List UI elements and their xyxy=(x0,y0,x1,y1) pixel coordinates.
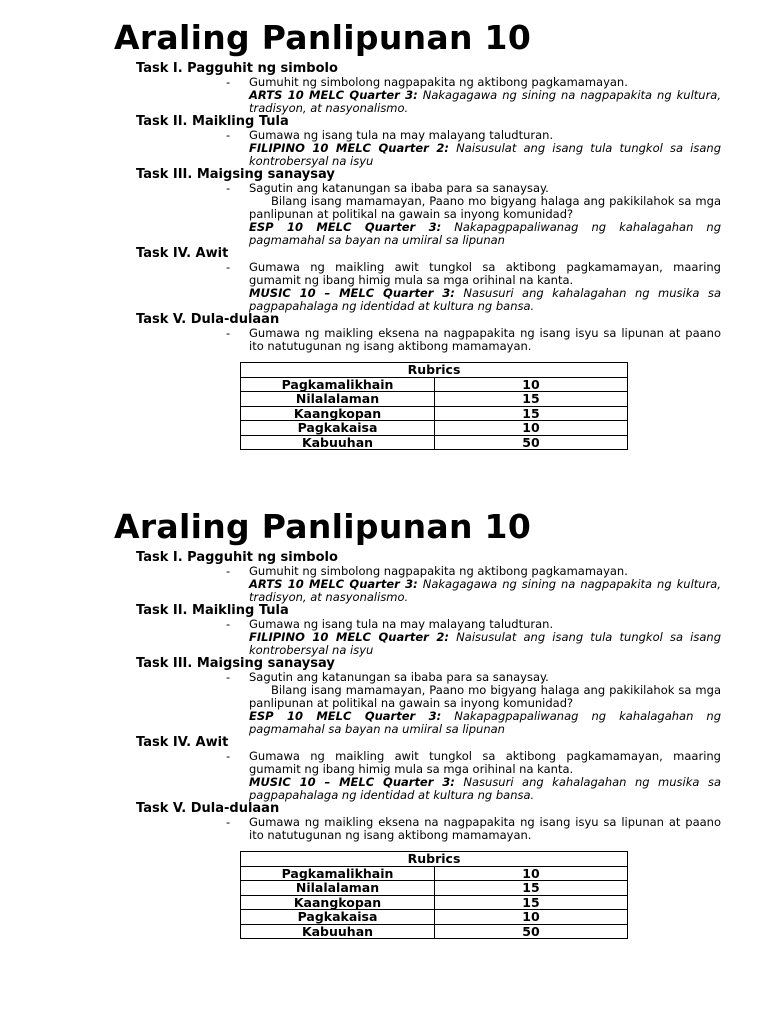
rubric-criterion: Nilalalaman xyxy=(241,392,435,407)
melc-line xyxy=(249,631,721,657)
task-item xyxy=(226,326,721,353)
table-row xyxy=(241,377,628,392)
rubric-criterion: Pagkamalikhain xyxy=(241,377,435,392)
melc-text: Nakapagpapaliwanag ng kahalagahan ng pagmamahal sa bayan na umiiral sa lipunan xyxy=(249,220,722,247)
melc-text: Nakagagawa ng sining na nagpapakita ng kultura, tradisyon, at nasyonalismo. xyxy=(249,577,721,604)
task-heading: Task II. Maikling Tula xyxy=(136,114,289,129)
melc-text: Nakagagawa ng sining na nagpapakita ng kultura, tradisyon, at nasyonalismo. xyxy=(249,88,721,115)
rubrics-header: Rubrics xyxy=(241,363,628,378)
rubric-points: 10 xyxy=(435,866,628,881)
task-instruction: Gumawa ng maikling awit tungkol sa aktibong pagkamamayan, maaring gumamit ng ibang himig mula sa mga orihinal na kanta. xyxy=(249,260,721,287)
task-item xyxy=(226,181,722,247)
task-2 xyxy=(0,604,768,657)
melc-label: ARTS 10 MELC Quarter 3: xyxy=(249,88,418,102)
table-row xyxy=(241,924,628,939)
task-instruction: Gumawa ng maikling eksena na nagpapakita ng isang isyu sa lipunan at paano ito natutugunan ng isang aktibong mamamayan. xyxy=(249,815,721,842)
task-4 xyxy=(0,736,768,802)
document-copy-1 xyxy=(0,18,768,450)
task-instruction: Gumawa ng isang tula na may malayang taludturan. xyxy=(249,617,554,631)
task-4 xyxy=(0,247,768,313)
melc-text: Naisusulat ang isang tula tungkol sa isang kontrobersyal na isyu xyxy=(249,630,722,657)
rubric-points: 10 xyxy=(435,421,628,436)
melc-line xyxy=(249,221,721,247)
melc-text: Naisusulat ang isang tula tungkol sa isang kontrobersyal na isyu xyxy=(249,141,722,168)
rubrics-header-row xyxy=(241,363,628,378)
melc-label: ARTS 10 MELC Quarter 3: xyxy=(249,577,418,591)
task-heading: Task V. Dula-dulaan xyxy=(136,312,280,327)
melc-line xyxy=(249,776,721,802)
rubric-points: 10 xyxy=(435,910,628,925)
task-heading: Task IV. Awit xyxy=(136,246,229,261)
table-row xyxy=(241,421,628,436)
task-3 xyxy=(0,168,768,247)
page-title: Araling Panlipunan 10 xyxy=(114,507,532,546)
rubric-points: 15 xyxy=(435,406,628,421)
rubric-points: 10 xyxy=(435,377,628,392)
task-heading: Task I. Pagguhit ng simbolo xyxy=(136,61,338,76)
rubric-criterion: Pagkakaisa xyxy=(241,910,435,925)
list-bullet: - xyxy=(226,260,231,274)
rubric-criterion: Pagkakaisa xyxy=(241,421,435,436)
essay-question: Bilang isang mamamayan, Paano mo bigyang halaga ang pakikilahok sa mga panlipunan at politikal na gawain sa inyong komunidad? xyxy=(249,194,721,221)
rubric-points: 50 xyxy=(435,435,628,450)
melc-line xyxy=(249,710,721,736)
melc-label: ESP 10 MELC Quarter 3: xyxy=(249,220,442,234)
task-instruction: Sagutin ang katanungan sa ibaba para sa sanaysay. xyxy=(249,670,549,684)
task-instruction: Sagutin ang katanungan sa ibaba para sa sanaysay. xyxy=(249,181,549,195)
rubric-criterion: Kabuuhan xyxy=(241,435,435,450)
list-bullet: - xyxy=(226,128,231,142)
rubric-criterion: Nilalalaman xyxy=(241,881,435,896)
rubrics-table xyxy=(240,851,628,939)
task-item xyxy=(226,128,722,168)
melc-text: Nakapagpapaliwanag ng kahalagahan ng pagmamahal sa bayan na umiiral sa lipunan xyxy=(249,709,722,736)
task-item xyxy=(226,815,721,842)
table-row xyxy=(241,406,628,421)
list-bullet: - xyxy=(226,749,231,763)
task-item xyxy=(226,617,722,657)
rubric-criterion: Kaangkopan xyxy=(241,895,435,910)
task-item xyxy=(226,564,721,604)
table-row xyxy=(241,881,628,896)
task-1 xyxy=(0,62,768,115)
rubric-points: 15 xyxy=(435,392,628,407)
rubrics-table xyxy=(240,362,628,450)
rubric-criterion: Kaangkopan xyxy=(241,406,435,421)
page-title: Araling Panlipunan 10 xyxy=(114,18,532,57)
rubrics-header: Rubrics xyxy=(241,852,628,867)
list-bullet: - xyxy=(226,670,231,684)
rubrics-header-row xyxy=(241,852,628,867)
task-item xyxy=(226,75,721,115)
list-bullet: - xyxy=(226,564,231,578)
melc-line xyxy=(249,287,721,313)
rubric-criterion: Kabuuhan xyxy=(241,924,435,939)
list-bullet: - xyxy=(226,326,231,340)
table-row xyxy=(241,392,628,407)
task-instruction: Gumuhit ng simbolong nagpapakita ng aktibong pagkamamayan. xyxy=(249,564,628,578)
rubric-criterion: Pagkamalikhain xyxy=(241,866,435,881)
table-row xyxy=(241,895,628,910)
task-instruction: Gumuhit ng simbolong nagpapakita ng aktibong pagkamamayan. xyxy=(249,75,628,89)
melc-label: ESP 10 MELC Quarter 3: xyxy=(249,709,442,723)
task-heading: Task II. Maikling Tula xyxy=(136,603,289,618)
task-5 xyxy=(0,802,768,842)
task-heading: Task V. Dula-dulaan xyxy=(136,801,280,816)
list-bullet: - xyxy=(226,815,231,829)
task-1 xyxy=(0,551,768,604)
task-item xyxy=(226,260,721,313)
melc-label: MUSIC 10 – MELC Quarter 3: xyxy=(249,286,455,300)
task-instruction: Gumawa ng maikling eksena na nagpapakita ng isang isyu sa lipunan at paano ito natutugunan ng isang aktibong mamamayan. xyxy=(249,326,721,353)
essay-question: Bilang isang mamamayan, Paano mo bigyang halaga ang pakikilahok sa mga panlipunan at politikal na gawain sa inyong komunidad? xyxy=(249,683,721,710)
task-heading: Task IV. Awit xyxy=(136,735,229,750)
task-heading: Task I. Pagguhit ng simbolo xyxy=(136,550,338,565)
task-item xyxy=(226,670,722,736)
melc-label: FILIPINO 10 MELC Quarter 2: xyxy=(249,141,449,155)
table-row xyxy=(241,866,628,881)
table-row xyxy=(241,435,628,450)
task-instruction: Gumawa ng isang tula na may malayang taludturan. xyxy=(249,128,554,142)
melc-line xyxy=(249,89,721,115)
task-heading: Task III. Maigsing sanaysay xyxy=(136,167,335,182)
task-3 xyxy=(0,657,768,736)
task-instruction: Gumawa ng maikling awit tungkol sa aktibong pagkamamayan, maaring gumamit ng ibang himig mula sa mga orihinal na kanta. xyxy=(249,749,721,776)
document-copy-2 xyxy=(0,507,768,939)
task-5 xyxy=(0,313,768,353)
melc-line xyxy=(249,578,721,604)
task-item xyxy=(226,749,721,802)
melc-label: FILIPINO 10 MELC Quarter 2: xyxy=(249,630,449,644)
list-bullet: - xyxy=(226,181,231,195)
melc-text: Nasusuri ang kahalagahan ng musika sa pagpapahalaga ng identidad at kultura ng bansa. xyxy=(249,286,721,313)
task-2 xyxy=(0,115,768,168)
task-heading: Task III. Maigsing sanaysay xyxy=(136,656,335,671)
rubric-points: 15 xyxy=(435,895,628,910)
rubric-points: 50 xyxy=(435,924,628,939)
table-row xyxy=(241,910,628,925)
rubric-points: 15 xyxy=(435,881,628,896)
list-bullet: - xyxy=(226,75,231,89)
melc-line xyxy=(249,142,721,168)
melc-label: MUSIC 10 – MELC Quarter 3: xyxy=(249,775,455,789)
list-bullet: - xyxy=(226,617,231,631)
melc-text: Nasusuri ang kahalagahan ng musika sa pagpapahalaga ng identidad at kultura ng bansa. xyxy=(249,775,721,802)
